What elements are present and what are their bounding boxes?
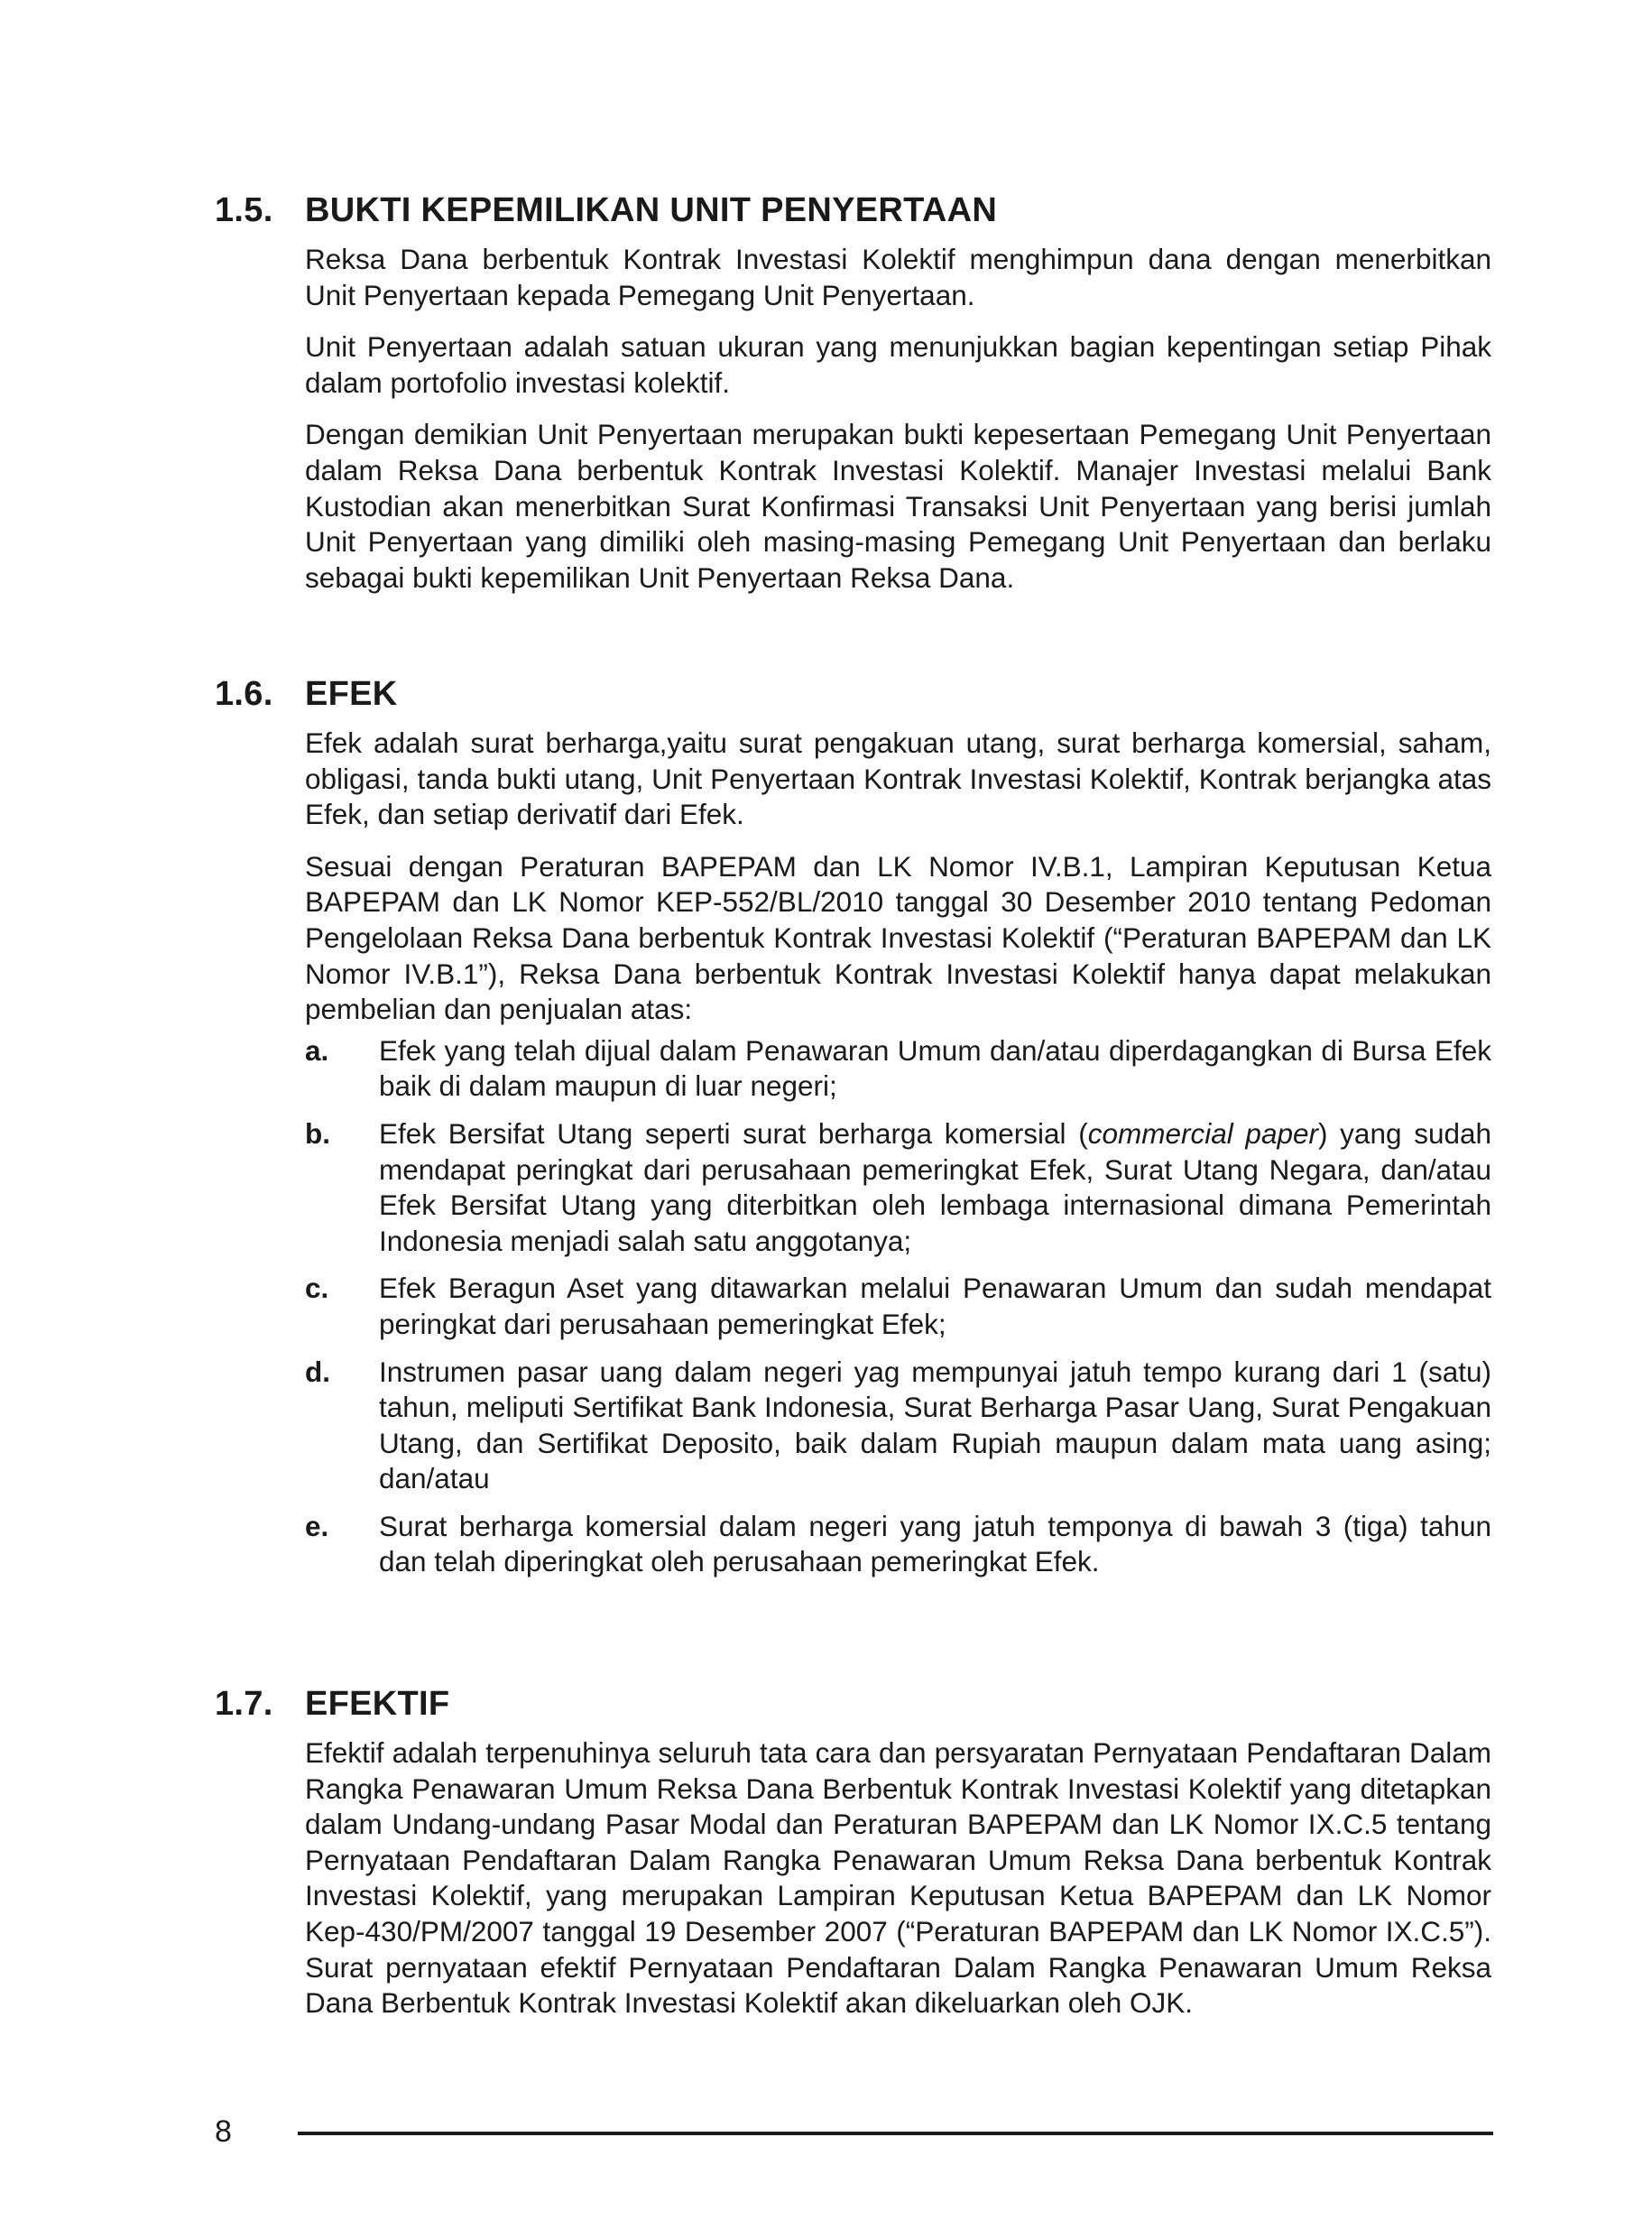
section-title: BUKTI KEPEMILIKAN UNIT PENYERTAAN bbox=[305, 191, 998, 229]
list-text-italic: commercial paper bbox=[1087, 1116, 1318, 1150]
securities-list bbox=[305, 1033, 1491, 1580]
list-marker: e. bbox=[305, 1509, 329, 1542]
list-item bbox=[305, 1271, 1491, 1342]
page-number: 8 bbox=[215, 2114, 232, 2149]
paragraph: Efektif adalah terpenuhinya seluruh tata cara dan persyaratan Pernyataan Pendaftaran Dalam Rangka Penawaran Umum Reksa Dana Berbentuk Kontrak Investasi Kolektif yang ditetapkan dalam Undang-undang Pasar Modal dan Peraturan BAPEPAM dan LK Nomor IX.C.5 tentang Pernyataan Pendaftaran Dalam Rangka Penawaran Umum Reksa Dana berbentuk Kontrak Investasi Kolektif, yang merupakan Lampiran Keputusan Ketua BAPEPAM dan LK Nomor Kep-430/PM/2007 tanggal 19 Desember 2007 (“Peraturan BAPEPAM dan LK Nomor IX.C.5”). Surat pernyataan efektif Pernyataan Pendaftaran Dalam Rangka Penawaran Umum Reksa Dana Berbentuk Kontrak Investasi Kolektif akan dikeluarkan oleh OJK. bbox=[305, 1736, 1491, 2020]
list-item bbox=[305, 1116, 1491, 1259]
section-number: 1.5. bbox=[215, 191, 273, 229]
section-number: 1.7. bbox=[215, 1685, 273, 1723]
list-marker: c. bbox=[305, 1272, 329, 1305]
list-text: Surat berharga komersial dalam negeri yang jatuh temponya di bawah 3 (tiga) tahun dan telah diperingkat oleh perusahaan pemeringkat Efek. bbox=[379, 1509, 1491, 1578]
list-text-part: ) yang sudah mendapat peringkat dari perusahaan pemeringkat Efek, Surat Utang Negara, dan/atau Efek Bersifat Utang yang diterbitkan oleh lembaga internasional dimana Pemerintah Indonesia menjadi salah satu anggotanya; bbox=[379, 1116, 1492, 1257]
list-item bbox=[305, 1355, 1491, 1497]
section-title: EFEKTIF bbox=[305, 1685, 450, 1723]
section-title: EFEK bbox=[305, 675, 398, 713]
list-text: Efek Beragun Aset yang ditawarkan melalui Penawaran Umum dan sudah mendapat peringkat dari perusahaan pemeringkat Efek; bbox=[379, 1272, 1491, 1340]
list-text: Instrumen pasar uang dalam negeri yag mempunyai jatuh tempo kurang dari 1 (satu) tahun, meliputi Sertifikat Bank Indonesia, Surat Berharga Pasar Uang, Surat Pengakuan Utang, dan Sertifikat Deposito, baik dalam Rupiah maupun dalam mata uang asing; dan/atau bbox=[379, 1355, 1491, 1495]
list-marker: d. bbox=[305, 1355, 330, 1388]
list-item bbox=[305, 1509, 1491, 1580]
section-heading bbox=[215, 673, 1496, 715]
list-text-part: Efek Bersifat Utang seperti surat berharga komersial ( bbox=[379, 1116, 1088, 1150]
paragraph: Reksa Dana berbentuk Kontrak Investasi Kolektif menghimpun dana dengan menerbitkan Unit Penyertaan kepada Pemegang Unit Penyertaan. bbox=[305, 243, 1491, 311]
footer-rule bbox=[298, 2132, 1493, 2135]
section-efektif bbox=[215, 1683, 1496, 2022]
list-marker: a. bbox=[305, 1033, 329, 1067]
section-heading bbox=[215, 190, 1496, 231]
list-text bbox=[379, 1116, 1491, 1259]
section-body bbox=[305, 1735, 1491, 2022]
list-marker: b. bbox=[305, 1116, 330, 1150]
section-bukti-kepemilikan bbox=[215, 190, 1496, 596]
section-heading bbox=[215, 1683, 1496, 1725]
paragraph: Sesuai dengan Peraturan BAPEPAM dan LK Nomor IV.B.1, Lampiran Keputusan Ketua BAPEPAM dan LK Nomor KEP-552/BL/2010 tanggal 30 Desember 2010 tentang Pedoman Pengelolaan Reksa Dana berbentuk Kontrak Investasi Kolektif (“Peraturan BAPEPAM dan LK Nomor IV.B.1”), Reksa Dana berbentuk Kontrak Investasi Kolektif hanya dapat melakukan pembelian dan penjualan atas: bbox=[305, 849, 1491, 1026]
paragraph: Dengan demikian Unit Penyertaan merupakan bukti kepesertaan Pemegang Unit Penyertaan dalam Reksa Dana berbentuk Kontrak Investasi Kolektif. Manajer Investasi melalui Bank Kustodian akan menerbitkan Surat Konfirmasi Transaksi Unit Penyertaan yang berisi jumlah Unit Penyertaan yang dimiliki oleh masing-masing Pemegang Unit Penyertaan dan berlaku sebagai bukti kepemilikan Unit Penyertaan Reksa Dana. bbox=[305, 418, 1491, 594]
section-body bbox=[305, 726, 1491, 1580]
section-number: 1.6. bbox=[215, 675, 273, 713]
paragraph: Efek adalah surat berharga,yaitu surat pengakuan utang, surat berharga komersial, saham, obligasi, tanda bukti utang, Unit Penyertaan Kontrak Investasi Kolektif, Kontrak berjangka atas Efek, dan setiap derivatif dari Efek. bbox=[305, 726, 1491, 831]
section-body bbox=[305, 242, 1491, 596]
list-item bbox=[305, 1033, 1491, 1105]
paragraph: Unit Penyertaan adalah satuan ukuran yang menunjukkan bagian kepentingan setiap Pihak dalam portofolio investasi kolektif. bbox=[305, 330, 1491, 399]
list-text: Efek yang telah dijual dalam Penawaran Umum dan/atau diperdagangkan di Bursa Efek baik di dalam maupun di luar negeri; bbox=[379, 1033, 1491, 1103]
section-efek bbox=[215, 673, 1496, 1580]
